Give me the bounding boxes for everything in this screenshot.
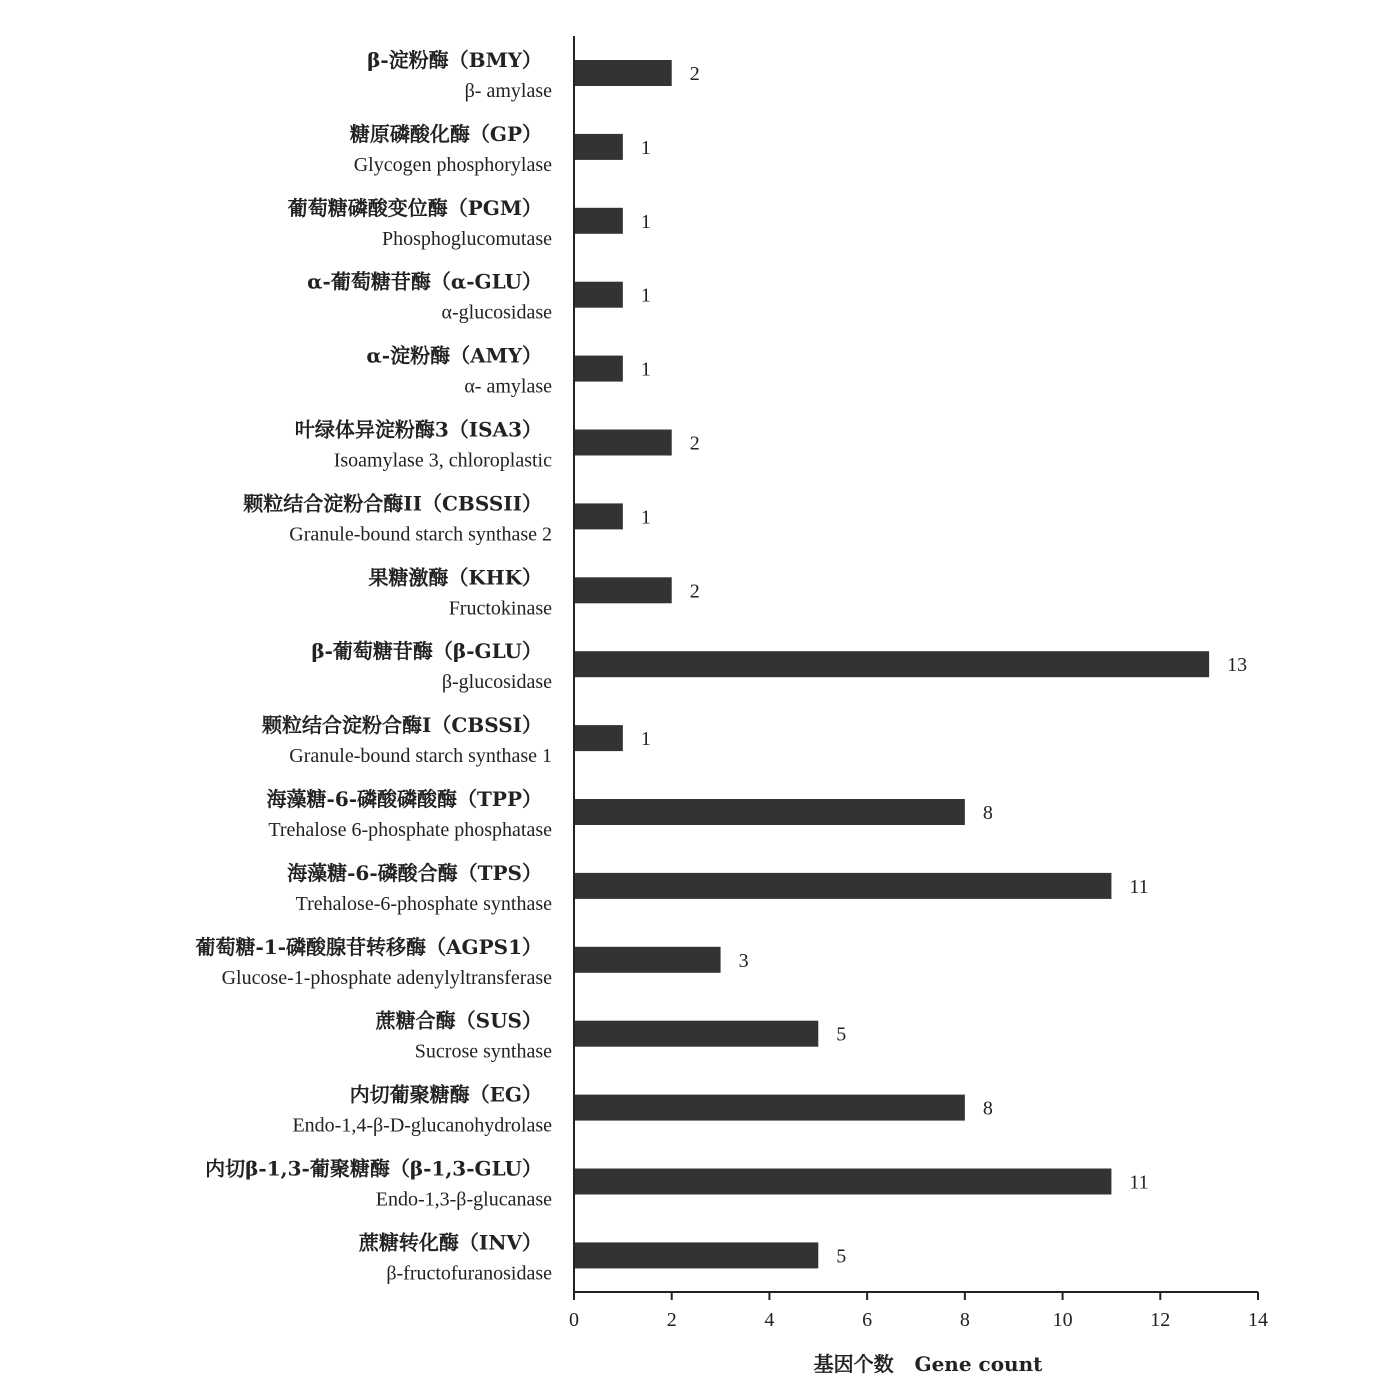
category-label-zh: α-淀粉酶（AMY） — [366, 343, 542, 368]
bar — [574, 725, 623, 751]
bar — [574, 356, 623, 382]
category-label-en: Endo-1,3-β-glucanase — [375, 1188, 552, 1211]
data-label: 1 — [640, 284, 651, 307]
data-label: 3 — [738, 949, 749, 972]
category-label-zh: β-淀粉酶（BMY） — [367, 48, 542, 72]
x-tick-label: 14 — [1248, 1309, 1268, 1331]
category-label-zh: 内切葡聚糖酶（EG） — [349, 1082, 542, 1107]
data-label: 11 — [1129, 1171, 1149, 1194]
bar — [574, 1169, 1111, 1195]
data-label: 1 — [640, 210, 651, 233]
bar — [574, 651, 1209, 677]
x-tick-label: 4 — [764, 1309, 775, 1331]
category-label-zh: β-葡萄糖苷酶（β-GLU） — [311, 639, 542, 664]
bars-layer — [574, 60, 1209, 1268]
category-label-zh: 蔗糖合酶（SUS） — [375, 1008, 542, 1033]
category-label-en: Sucrose synthase — [414, 1040, 552, 1063]
data-label: 1 — [640, 506, 651, 529]
data-label: 13 — [1227, 654, 1248, 677]
bar — [574, 282, 623, 308]
category-label-en: Isoamylase 3, chloroplastic — [333, 449, 552, 472]
category-label-en: α- amylase — [464, 375, 552, 398]
category-labels-layer — [195, 48, 552, 1284]
x-tick-label: 10 — [1052, 1309, 1073, 1331]
category-label-en: Trehalose 6-phosphate phosphatase — [268, 819, 552, 841]
category-label-zh: 蔗糖转化酶（INV） — [358, 1230, 542, 1255]
bar — [574, 503, 623, 529]
category-label-en: Glucose-1-phosphate adenylyltransferase — [221, 966, 552, 989]
category-label-zh: 葡萄糖-1-磷酸腺苷转移酶（AGPS1） — [195, 934, 542, 959]
bar — [574, 60, 672, 86]
bar — [574, 134, 623, 160]
category-label-en: β-glucosidase — [441, 671, 552, 694]
data-label: 11 — [1129, 875, 1149, 898]
category-label-en: β-fructofuranosidase — [386, 1262, 552, 1285]
category-label-zh: 果糖激酶（KHK） — [368, 565, 542, 590]
category-label-en: Granule-bound starch synthase 2 — [289, 523, 552, 546]
data-label: 1 — [640, 358, 651, 381]
x-ticks-layer — [569, 1292, 1268, 1331]
category-label-zh: α-葡萄糖苷酶（α-GLU） — [307, 269, 542, 294]
category-label-en: Trehalose-6-phosphate synthase — [295, 892, 552, 915]
bar — [574, 577, 672, 603]
category-label-en: Phosphoglucomutase — [382, 227, 552, 250]
category-label-en: Granule-bound starch synthase 1 — [289, 745, 552, 768]
data-label: 2 — [689, 432, 700, 455]
x-tick-label: 2 — [666, 1309, 677, 1331]
category-label-en: Glycogen phosphorylase — [353, 153, 552, 176]
data-label: 1 — [640, 728, 651, 751]
data-label: 2 — [689, 580, 700, 603]
category-label-en: Fructokinase — [448, 597, 552, 620]
x-tick-label: 6 — [862, 1309, 873, 1331]
category-label-zh: 叶绿体异淀粉酶3（ISA3） — [294, 417, 542, 442]
category-label-en: α-glucosidase — [441, 301, 552, 324]
category-label-zh: 内切β-1,3-葡聚糖酶（β-1,3-GLU） — [205, 1156, 542, 1181]
bar — [574, 873, 1111, 899]
bar — [574, 1095, 965, 1121]
bar — [574, 799, 965, 825]
category-label-zh: 葡萄糖磷酸变位酶（PGM） — [287, 195, 542, 220]
bar — [574, 208, 623, 234]
data-label: 1 — [640, 136, 651, 159]
data-label: 8 — [982, 1097, 993, 1120]
x-tick-label: 12 — [1150, 1309, 1171, 1331]
data-label: 5 — [836, 1245, 847, 1268]
bar — [574, 1242, 818, 1268]
bar — [574, 430, 672, 456]
x-tick-label: 8 — [959, 1309, 970, 1331]
x-axis-title: 基因个数 Gene count — [813, 1352, 1043, 1376]
category-label-zh: 海藻糖-6-磷酸磷酸酶（TPP） — [266, 787, 542, 811]
category-label-zh: 糖原磷酸化酶（GP） — [349, 121, 542, 146]
category-label-zh: 海藻糖-6-磷酸合酶（TPS） — [287, 860, 542, 885]
x-tick-label: 0 — [569, 1309, 579, 1331]
category-label-zh: 颗粒结合淀粉合酶I（CBSSI） — [262, 713, 542, 738]
data-label: 2 — [689, 63, 700, 85]
category-label-zh: 颗粒结合淀粉合酶II（CBSSII） — [243, 491, 542, 516]
data-label: 5 — [836, 1023, 847, 1046]
bar — [574, 947, 721, 973]
data-label: 8 — [982, 802, 993, 824]
category-label-en: β- amylase — [464, 80, 552, 102]
category-label-en: Endo-1,4-β-D-glucanohydrolase — [292, 1114, 552, 1137]
bar — [574, 1021, 818, 1047]
